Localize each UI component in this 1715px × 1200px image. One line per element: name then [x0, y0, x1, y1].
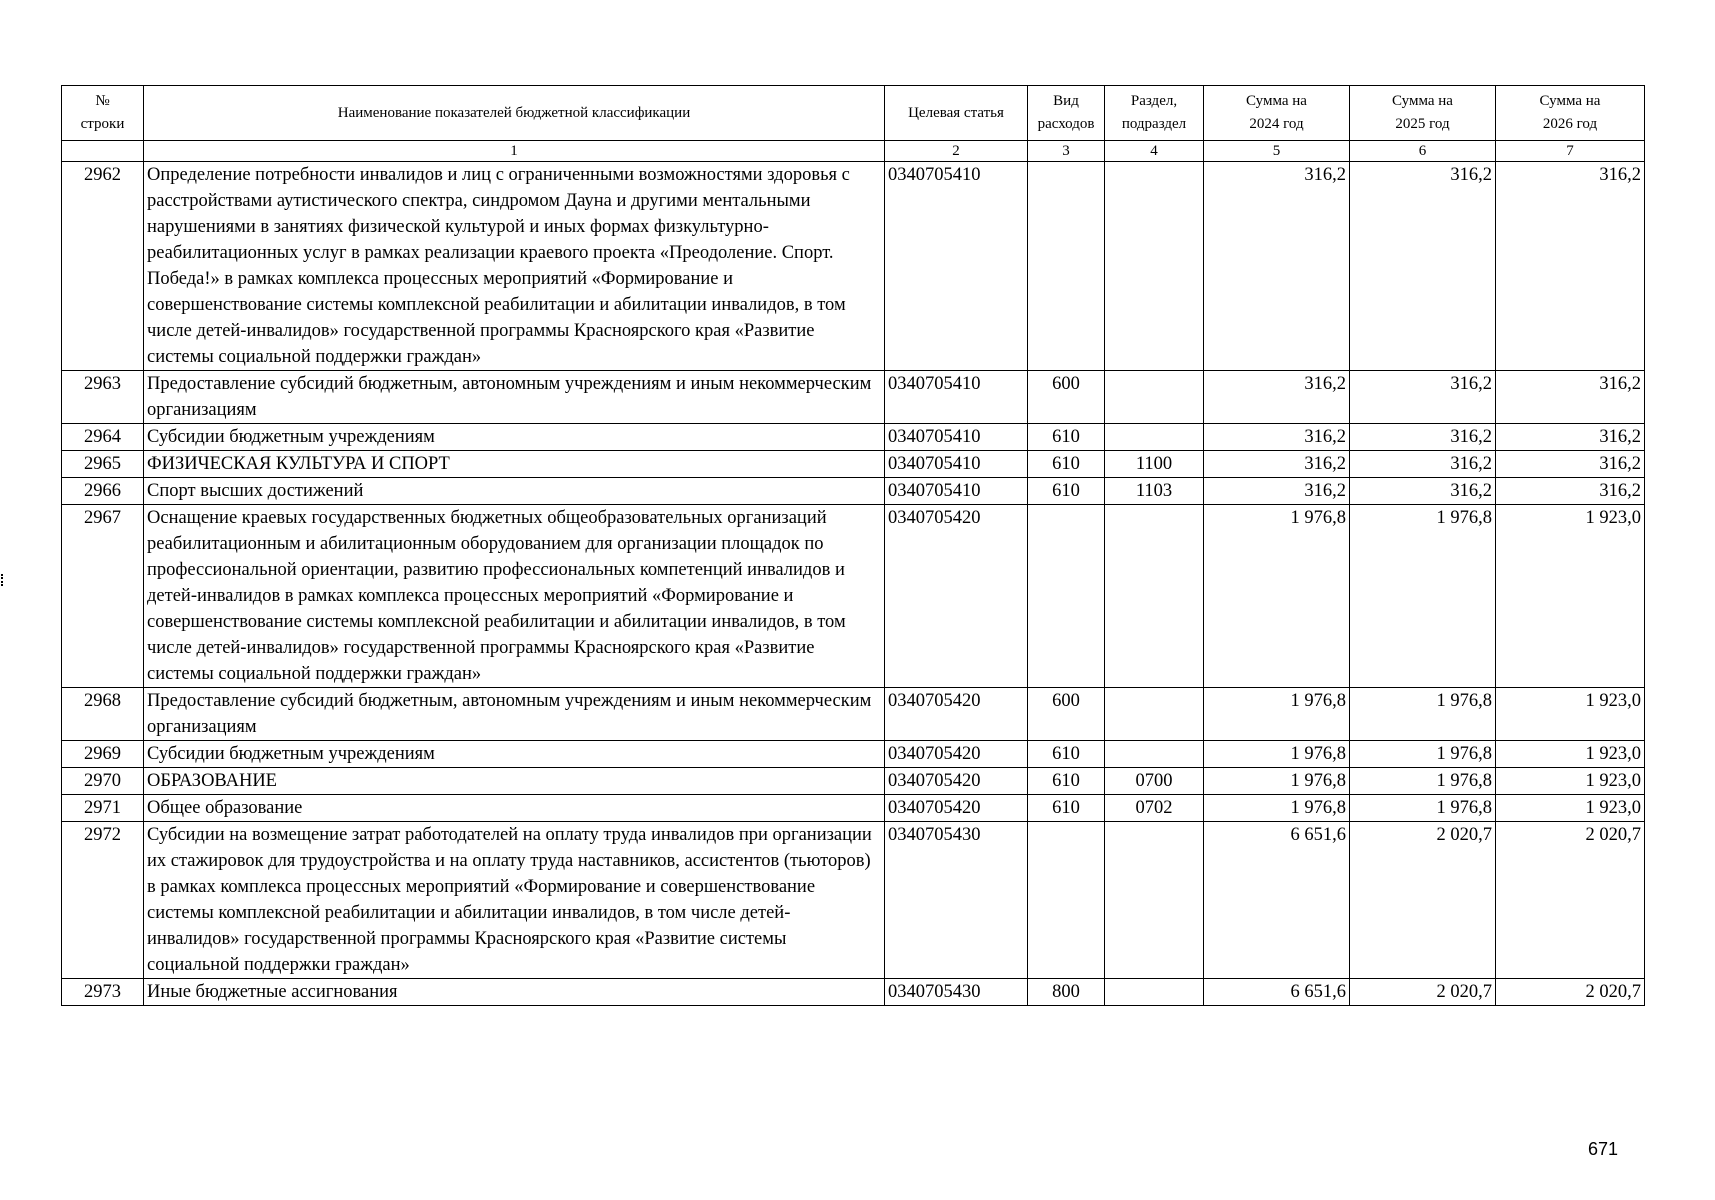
row-number-cell: 2968: [62, 688, 144, 741]
section-cell: [1105, 505, 1204, 688]
sum-2026-cell: 1 923,0: [1496, 741, 1645, 768]
row-number-cell: 2965: [62, 451, 144, 478]
header-section: Раздел, подраздел: [1105, 86, 1204, 141]
row-number-cell: 2967: [62, 505, 144, 688]
row-number-cell: 2969: [62, 741, 144, 768]
row-name-cell: Спорт высших достижений: [144, 478, 885, 505]
row-number-cell: 2963: [62, 371, 144, 424]
sum-2024-cell: 316,2: [1204, 162, 1350, 371]
expense-type-cell: [1028, 162, 1105, 371]
header-name: Наименование показателей бюджетной классификации: [144, 86, 885, 141]
row-name-cell: Иные бюджетные ассигнования: [144, 979, 885, 1006]
sum-2025-cell: 1 976,8: [1350, 768, 1496, 795]
row-name-cell: Субсидии бюджетным учреждениям: [144, 741, 885, 768]
sum-2024-cell: 316,2: [1204, 424, 1350, 451]
expense-type-cell: 600: [1028, 688, 1105, 741]
table-row: [62, 741, 1645, 768]
target-article-cell: 0340705410: [885, 371, 1028, 424]
sum-2024-cell: 1 976,8: [1204, 795, 1350, 822]
section-cell: [1105, 822, 1204, 979]
header-row: [62, 86, 1645, 141]
target-article-cell: 0340705410: [885, 478, 1028, 505]
sum-2025-cell: 316,2: [1350, 424, 1496, 451]
sum-2025-cell: 316,2: [1350, 371, 1496, 424]
row-name-cell: Предоставление субсидий бюджетным, автономным учреждениям и иным некоммерческим организациям: [144, 371, 885, 424]
target-article-cell: 0340705420: [885, 741, 1028, 768]
table-row: [62, 795, 1645, 822]
sum-2026-cell: 2 020,7: [1496, 979, 1645, 1006]
table-row: [62, 822, 1645, 979]
column-number: 4: [1105, 141, 1204, 162]
table-row: [62, 688, 1645, 741]
sum-2025-cell: 1 976,8: [1350, 505, 1496, 688]
header-target-article: Целевая статья: [885, 86, 1028, 141]
sum-2026-cell: 1 923,0: [1496, 768, 1645, 795]
expense-type-cell: 600: [1028, 371, 1105, 424]
column-number: 7: [1496, 141, 1645, 162]
row-number-cell: 2972: [62, 822, 144, 979]
sum-2026-cell: 316,2: [1496, 371, 1645, 424]
row-number-cell: 2964: [62, 424, 144, 451]
row-name-cell: Субсидии на возмещение затрат работодателей на оплату труда инвалидов при организации их стажировок для трудоустройства и на оплату труда наставников, ассистентов (тьюторов) в рамках комплекса процессных мероприятий «Формирование и совершенствование системы комплексной реабилитации и абилитации инвалидов, в том числе детей-инвалидов» государственной программы Красноярского края «Развитие системы социальной поддержки граждан»: [144, 822, 885, 979]
expense-type-cell: 800: [1028, 979, 1105, 1006]
row-name-cell: Оснащение краевых государственных бюджетных общеобразовательных организаций реабилитационным и абилитационным оборудованием для организации площадок по профессиональной ориентации, развитию профессиональных компетенций инвалидов и детей-инвалидов в рамках комплекса процессных мероприятий «Формирование и совершенствование системы комплексной реабилитации и абилитации инвалидов, в том числе детей-инвалидов» государственной программы Красноярского края «Развитие системы социальной поддержки граждан»: [144, 505, 885, 688]
row-name-cell: Субсидии бюджетным учреждениям: [144, 424, 885, 451]
table-row: [62, 371, 1645, 424]
section-cell: [1105, 741, 1204, 768]
row-number-cell: 2970: [62, 768, 144, 795]
section-cell: [1105, 688, 1204, 741]
sum-2024-cell: 1 976,8: [1204, 505, 1350, 688]
sum-2025-cell: 316,2: [1350, 162, 1496, 371]
column-number-row: [62, 141, 1645, 162]
sum-2026-cell: 2 020,7: [1496, 822, 1645, 979]
header-sum-2025: Сумма на 2025 год: [1350, 86, 1496, 141]
table-row: [62, 768, 1645, 795]
expense-type-cell: 610: [1028, 741, 1105, 768]
header-sum-2024: Сумма на 2024 год: [1204, 86, 1350, 141]
column-number: [62, 141, 144, 162]
sum-2026-cell: 316,2: [1496, 451, 1645, 478]
table-row: [62, 979, 1645, 1006]
column-number: 6: [1350, 141, 1496, 162]
sum-2025-cell: 1 976,8: [1350, 741, 1496, 768]
expense-type-cell: 610: [1028, 451, 1105, 478]
sum-2026-cell: 1 923,0: [1496, 505, 1645, 688]
section-cell: 0702: [1105, 795, 1204, 822]
expense-type-cell: [1028, 822, 1105, 979]
sum-2024-cell: 1 976,8: [1204, 741, 1350, 768]
expense-type-cell: 610: [1028, 768, 1105, 795]
column-number: 5: [1204, 141, 1350, 162]
row-name-cell: ФИЗИЧЕСКАЯ КУЛЬТУРА И СПОРТ: [144, 451, 885, 478]
section-cell: [1105, 162, 1204, 371]
sum-2024-cell: 6 651,6: [1204, 822, 1350, 979]
table-row: [62, 478, 1645, 505]
row-number-cell: 2962: [62, 162, 144, 371]
target-article-cell: 0340705430: [885, 822, 1028, 979]
table-row: [62, 162, 1645, 371]
sum-2026-cell: 316,2: [1496, 424, 1645, 451]
sum-2025-cell: 316,2: [1350, 478, 1496, 505]
expense-type-cell: [1028, 505, 1105, 688]
sum-2026-cell: 1 923,0: [1496, 795, 1645, 822]
sum-2026-cell: 316,2: [1496, 478, 1645, 505]
target-article-cell: 0340705410: [885, 424, 1028, 451]
header-sum-2026: Сумма на 2026 год: [1496, 86, 1645, 141]
table-row: [62, 424, 1645, 451]
expense-type-cell: 610: [1028, 795, 1105, 822]
row-number-cell: 2973: [62, 979, 144, 1006]
section-cell: 1100: [1105, 451, 1204, 478]
row-name-cell: Определение потребности инвалидов и лиц с ограниченными возможностями здоровья с расстройствами аутистического спектра, синдромом Дауна и другими ментальными нарушениями в занятиях физической культурой и иных формах физкультурно-реабилитационных услуг в рамках реализации краевого проекта «Преодоление. Спорт. Победа!» в рамках комплекса процессных мероприятий «Формирование и совершенствование системы комплексной реабилитации и абилитации инвалидов, в том числе детей-инвалидов» государственной программы Красноярского края «Развитие системы социальной поддержки граждан»: [144, 162, 885, 371]
sum-2024-cell: 316,2: [1204, 478, 1350, 505]
target-article-cell: 0340705420: [885, 768, 1028, 795]
target-article-cell: 0340705420: [885, 795, 1028, 822]
sum-2024-cell: 1 976,8: [1204, 688, 1350, 741]
table-row: [62, 451, 1645, 478]
header-row-number: № строки: [62, 86, 144, 141]
sum-2024-cell: 1 976,8: [1204, 768, 1350, 795]
sum-2024-cell: 316,2: [1204, 451, 1350, 478]
expense-type-cell: 610: [1028, 424, 1105, 451]
sum-2025-cell: 2 020,7: [1350, 822, 1496, 979]
row-number-cell: 2966: [62, 478, 144, 505]
column-number: 2: [885, 141, 1028, 162]
sum-2025-cell: 1 976,8: [1350, 688, 1496, 741]
section-cell: [1105, 424, 1204, 451]
sum-2024-cell: 316,2: [1204, 371, 1350, 424]
target-article-cell: 0340705410: [885, 451, 1028, 478]
row-name-cell: ОБРАЗОВАНИЕ: [144, 768, 885, 795]
section-cell: [1105, 371, 1204, 424]
section-cell: [1105, 979, 1204, 1006]
section-cell: 0700: [1105, 768, 1204, 795]
sum-2025-cell: 2 020,7: [1350, 979, 1496, 1006]
scan-edge-mark: [1, 574, 5, 586]
target-article-cell: 0340705410: [885, 162, 1028, 371]
column-number: 3: [1028, 141, 1105, 162]
row-name-cell: Предоставление субсидий бюджетным, автономным учреждениям и иным некоммерческим организациям: [144, 688, 885, 741]
row-number-cell: 2971: [62, 795, 144, 822]
header-expense-type: Вид расходов: [1028, 86, 1105, 141]
budget-table: [61, 85, 1645, 1006]
page-number: 671: [1588, 1139, 1619, 1159]
sum-2024-cell: 6 651,6: [1204, 979, 1350, 1006]
target-article-cell: 0340705420: [885, 688, 1028, 741]
sum-2025-cell: 316,2: [1350, 451, 1496, 478]
row-name-cell: Общее образование: [144, 795, 885, 822]
target-article-cell: 0340705420: [885, 505, 1028, 688]
sum-2026-cell: 1 923,0: [1496, 688, 1645, 741]
column-number: 1: [144, 141, 885, 162]
sum-2025-cell: 1 976,8: [1350, 795, 1496, 822]
target-article-cell: 0340705430: [885, 979, 1028, 1006]
expense-type-cell: 610: [1028, 478, 1105, 505]
sum-2026-cell: 316,2: [1496, 162, 1645, 371]
section-cell: 1103: [1105, 478, 1204, 505]
table-row: [62, 505, 1645, 688]
